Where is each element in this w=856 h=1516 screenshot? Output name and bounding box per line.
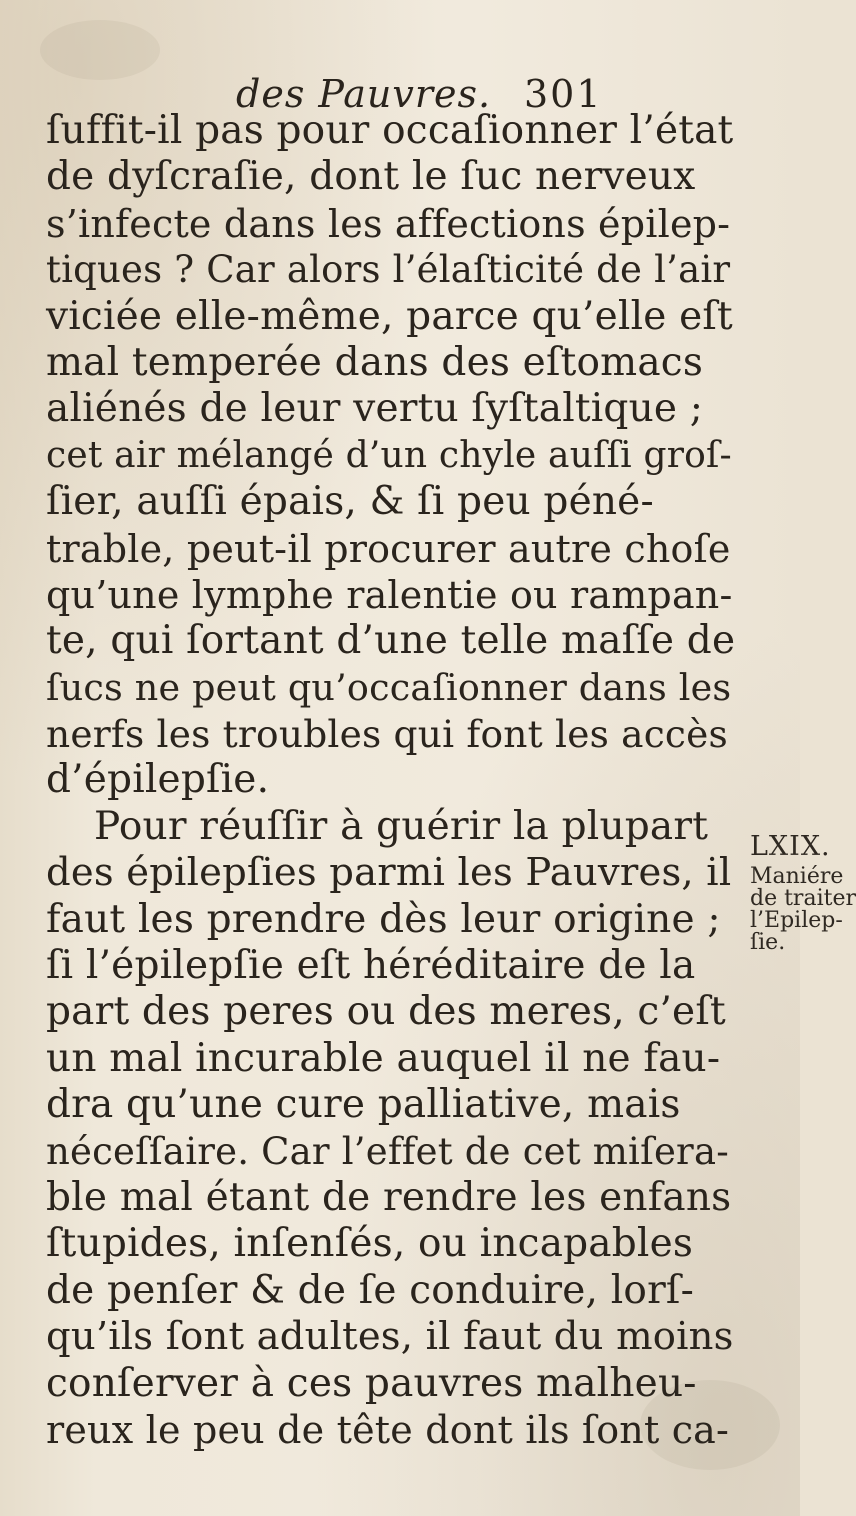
text-line: ſtupides, inſenſés, ou incapables <box>46 1221 694 1267</box>
text-line: trable, peut-il procurer autre choſe <box>46 526 731 571</box>
text-line: un mal incurable auquel il ne fau- <box>46 1035 721 1081</box>
margin-note-line: ſie. <box>750 930 786 955</box>
text-line: d’épilepſie. <box>46 757 270 803</box>
paper-stain <box>40 20 160 80</box>
body-text <box>46 108 736 1453</box>
text-line: s’infecte dans les affections épilep- <box>46 201 731 246</box>
text-line: nerfs les troubles qui font les accès <box>46 712 728 757</box>
text-line: reux le peu de tête dont ils ſont ca- <box>46 1407 730 1452</box>
text-line: faut les prendre dès leur origine ; <box>46 896 721 942</box>
text-line: conſerver à ces pauvres malheu- <box>46 1360 697 1406</box>
text-line: cet air mélangé d’un chyle auſſi groſ- <box>46 434 732 476</box>
text-line: tiques ? Car alors l’élaſticité de l’air <box>46 248 731 292</box>
text-line: de dyſcraſie, dont le ſuc nerveux <box>46 154 696 200</box>
text-line: ſucs ne peut qu’occaſionner dans les <box>46 665 732 709</box>
text-line: qu’ils ſont adultes, il faut du moins <box>46 1314 734 1360</box>
margin-note <box>750 831 856 955</box>
text-line: ſier, auſſi épais, & ſi peu péné- <box>46 479 654 525</box>
margin-note-line: l’Epilep- <box>750 908 843 933</box>
text-line: de penſer & de ſe conduire, lorſ- <box>46 1267 694 1313</box>
text-line: te, qui ſortant d’une telle maſſe de <box>46 618 736 664</box>
text-line: part des peres ou des meres, c’eſt <box>46 989 726 1035</box>
page-number: 301 <box>524 72 603 116</box>
text-line: mal temperée dans des eſtomacs <box>46 339 704 385</box>
text-line: dra qu’une cure palliative, mais <box>46 1082 681 1128</box>
running-title: des Pauvres. <box>236 72 492 116</box>
margin-note-line: de traiter <box>750 886 856 911</box>
text-line: des épilepſies parmi les Pauvres, il <box>46 850 732 896</box>
text-line: ble mal étant de rendre les enfans <box>46 1174 732 1220</box>
text-line: viciée elle-même, parce qu’elle eſt <box>46 293 733 339</box>
margin-note-line: Maniére <box>750 864 844 889</box>
margin-note-number: LXIX. <box>750 831 831 862</box>
text-line: aliénés de leur vertu ſyſtaltique ; <box>46 386 704 432</box>
paragraph-start-line: Pour réuſſir à guérir la plupart <box>94 803 709 849</box>
text-line: qu’une lymphe ralentie ou rampan- <box>46 572 733 617</box>
text-line: ſi l’épilepſie eſt héréditaire de la <box>46 943 696 989</box>
text-line: ſuffit-il pas pour occaſionner l’état <box>46 108 734 153</box>
text-line: néceſſaire. Car l’effet de cet miſera- <box>46 1129 729 1173</box>
